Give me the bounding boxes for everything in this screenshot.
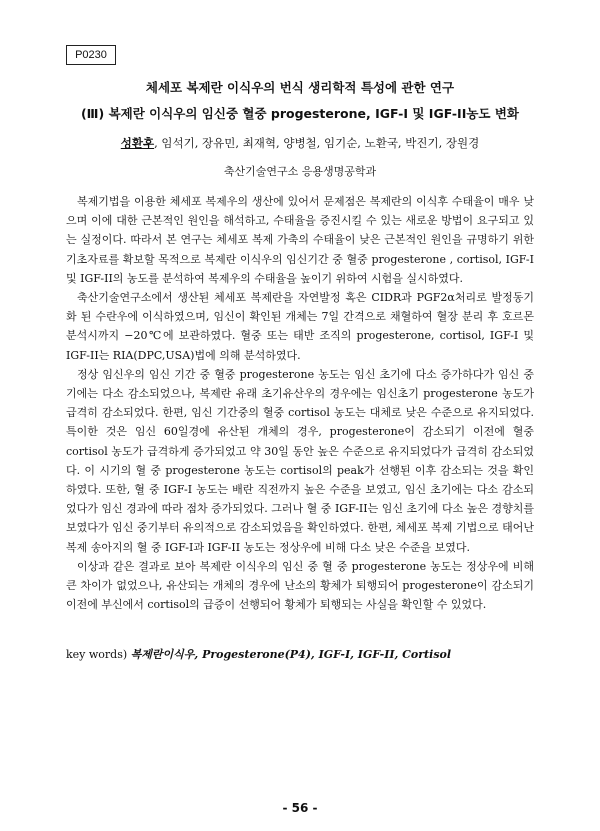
keywords-line bbox=[66, 646, 534, 662]
keywords-values: 복제란이식우, Progesterone(P4), IGF-I, IGF-II, Cortisol bbox=[130, 648, 452, 661]
keywords-label: key words) bbox=[66, 648, 131, 661]
abstract-body bbox=[66, 192, 534, 614]
co-authors: , 임석기, 장유민, 최재혁, 양병철, 임기순, 노환국, 박진기, 장원경 bbox=[154, 136, 480, 150]
paragraph: 이상과 같은 결과로 보아 복제란 이식우의 임신 중 혈 중 progesterone 농도는 정상우에 비해 큰 차이가 없었으나, 유산되는 개체의 경우에 난소의 황체가 퇴행되어 progesterone이 감소되기 이전에 부신에서 cortisol의 급증이 선행되어 황체가 퇴행되는 사실을 확인할 수 있었다. bbox=[66, 559, 534, 612]
paragraph: 축산기술연구소에서 생산된 체세포 복제란을 자연발정 혹은 CIDR과 PGF2α처리로 발정동기화 된 수란우에 이식하였으며, 임신이 확인된 개체는 7일 간격으로 채혈하여 혈장 분리 후 호르몬 분석시까지 −20℃에 보관하였다. 혈중 또는 태반 조직의 progesterone, cortisol, IGF-I 및 IGF-II는 RIA(DPC,USA)법에 의해 분석하였다. bbox=[66, 291, 534, 362]
paragraph: 정상 임신우의 임신 기간 중 혈중 progesterone 농도는 임신 초기에 다소 증가하다가 임신 중기에는 다소 감소되었으나, 복제란 유래 초기유산우의 경우에는 임신초기 progesterone 농도가 급격히 감소되었다. 한편, 임신 기간중의 혈중 cortisol 농도는 대체로 낮은 수준으로 유지되었다. 특이한 것은 임신 60일경에 유산된 개체의 경우, progesterone이 감소되기 이전에 혈중 cortisol 농도가 급격하게 증가되었고 약 30일 동안 높은 수준으로 유지되었다가 급격히 감소되었다. 이 시기의 혈 중 progesterone 농도는 cortisol의 peak가 선행된 이후 감소되는 것을 확인하였다. 또한, 혈 중 IGF-I 농도는 배란 직전까지 높은 수준을 보였고, 임신 초기에는 다소 감소되었다가 임신 경과에 따라 점차 증가되었다. 그러나 혈 중 IGF-II는 임신 초기에 다소 높은 경향치를 보였다가 임신 중기부터 유의적으로 감소되었음을 확인하였다. 한편, 체세포 복제 기법으로 태어난 복제 송아지의 혈 중 IGF-I과 IGF-II 농도는 정상우에 비해 다소 낮은 수준을 보였다. bbox=[66, 367, 534, 554]
lead-author: 성환후 bbox=[120, 136, 155, 150]
paper-code-box: P0230 bbox=[66, 45, 116, 65]
page-number: - 56 - bbox=[282, 801, 318, 815]
paper-title-line1: 체세포 복제란 이식우의 번식 생리학적 특성에 관한 연구 bbox=[145, 80, 455, 95]
author-list bbox=[0, 135, 600, 151]
affiliation: 축산기술연구소 응용생명공학과 bbox=[223, 165, 377, 178]
paragraph: 복제기법을 이용한 체세포 복제우의 생산에 있어서 문제점은 복제란의 이식후 수태율이 매우 낮으며 이에 대한 근본적인 원인을 해석하고, 수태율을 증진시킬 수 있는 새로운 방법이 요구되고 있는 실정이다. 따라서 본 연구는 체세포 복제 가축의 수태율이 낮은 근본적인 원인을 규명하기 위한 기초자료를 확보할 목적으로 복제란 이식우의 임신기간 중 혈중 progesterone , cortisol, IGF-I 및 IGF-II의 농도를 분석하여 복제우의 수태율을 높이기 위하여 시험을 실시하였다. bbox=[66, 195, 534, 285]
paper-title-line2: (Ⅲ) 복제란 이식우의 임신중 혈중 progesterone, IGF-I 및 IGF-II농도 변화 bbox=[80, 106, 520, 121]
